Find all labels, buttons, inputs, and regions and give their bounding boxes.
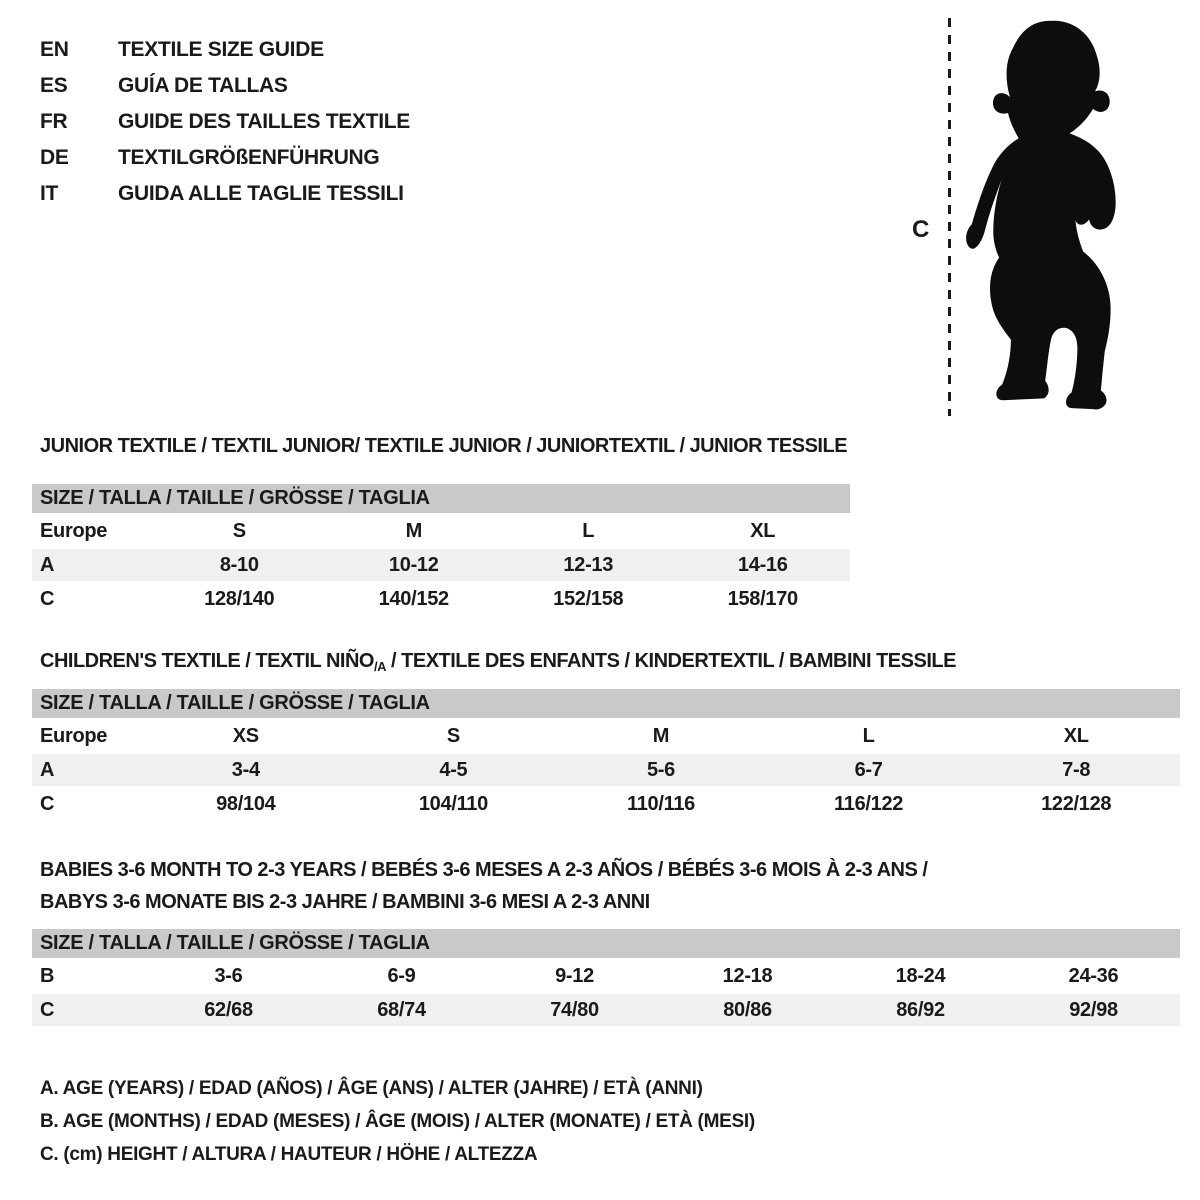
table-cell: 110/116	[626, 793, 695, 815]
table-cell: 104/110	[418, 793, 488, 815]
table-cell: 24-36	[1068, 965, 1119, 987]
language-code: DE	[40, 146, 69, 169]
children-title-sub: /A	[373, 659, 386, 674]
row-label: A	[40, 759, 55, 781]
language-row	[40, 140, 410, 176]
children-title-prefix: CHILDREN'S TEXTILE / TEXTIL NIÑO	[40, 650, 374, 672]
table-row	[32, 515, 850, 547]
language-code: ES	[40, 74, 68, 97]
table-cell: 6-7	[854, 759, 883, 781]
table-cell: 92/98	[1069, 999, 1118, 1021]
table-cell: 9-12	[555, 965, 594, 987]
table-cell: 18-24	[895, 965, 946, 987]
table-cell: XL	[750, 520, 776, 542]
babies-title-line1: BABIES 3-6 MONTH TO 2-3 YEARS / BEBÉS 3-6 MESES A 2-3 AÑOS / BÉBÉS 3-6 MOIS À 2-3 ANS /	[40, 859, 928, 881]
language-row	[40, 176, 410, 212]
language-code: FR	[40, 110, 68, 133]
language-title-list	[40, 32, 410, 212]
height-measure-label: C	[912, 216, 930, 243]
table-cell: 158/170	[727, 588, 798, 610]
table-cell: 86/92	[896, 999, 945, 1021]
table-cell: XS	[232, 725, 259, 747]
table-row	[32, 754, 1180, 786]
table-row	[32, 994, 1180, 1026]
children-size-table	[32, 689, 1180, 822]
table-cell: M	[405, 520, 422, 542]
table-cell: 152/158	[553, 588, 624, 610]
table-row	[32, 960, 1180, 992]
table-cell: XL	[1063, 725, 1089, 747]
table-cell: 4-5	[439, 759, 468, 781]
table-cell: S	[232, 520, 246, 542]
table-cell: 12-13	[563, 554, 614, 576]
table-cell: 3-4	[231, 759, 260, 781]
table-cell: 122/128	[1041, 793, 1112, 815]
row-label: Europe	[40, 725, 108, 747]
size-header-bar: SIZE / TALLA / TAILLE / GRÖSSE / TAGLIA	[32, 929, 1180, 958]
row-label: B	[40, 965, 55, 987]
language-row	[40, 104, 410, 140]
table-cell: 98/104	[216, 793, 276, 815]
guide-title: TEXTILE SIZE GUIDE	[118, 38, 324, 61]
table-cell: 68/74	[377, 999, 426, 1021]
legend	[40, 1072, 755, 1171]
guide-title: TEXTILGRÖßENFÜHRUNG	[118, 146, 380, 169]
babies-size-table	[32, 929, 1180, 1028]
table-cell: 128/140	[204, 588, 275, 610]
table-cell: 14-16	[737, 554, 788, 576]
table-cell: 7-8	[1062, 759, 1091, 781]
table-cell: 80/86	[723, 999, 772, 1021]
table-row	[32, 549, 850, 581]
legend-line-b: B. AGE (MONTHS) / EDAD (MESES) / ÂGE (MOIS) / ALTER (MONATE) / ETÀ (MESI)	[40, 1111, 755, 1132]
table-cell: 12-18	[722, 965, 773, 987]
language-code: EN	[40, 38, 69, 61]
table-cell: 8-10	[219, 554, 259, 576]
row-label: C	[40, 588, 55, 610]
table-cell: 5-6	[646, 759, 675, 781]
table-cell: M	[652, 725, 670, 747]
table-row	[32, 583, 850, 615]
toddler-silhouette-icon	[962, 14, 1138, 416]
table-cell: 10-12	[388, 554, 439, 576]
junior-size-table	[32, 484, 850, 617]
table-row	[32, 720, 1180, 752]
table-cell: L	[582, 520, 595, 542]
guide-title: GUÍA DE TALLAS	[118, 74, 288, 97]
legend-line-c: C. (cm) HEIGHT / ALTURA / HAUTEUR / HÖHE / ALTEZZA	[40, 1144, 538, 1165]
table-cell: 116/122	[834, 793, 904, 815]
row-label: C	[40, 999, 55, 1021]
row-label: Europe	[40, 520, 108, 542]
language-code: IT	[40, 182, 59, 205]
table-cell: 6-9	[387, 965, 416, 987]
language-row	[40, 32, 410, 68]
babies-title-line2: BABYS 3-6 MONATE BIS 2-3 JAHRE / BAMBINI 3-6 MESI A 2-3 ANNI	[40, 891, 650, 913]
babies-section-title	[40, 854, 927, 918]
legend-line-a: A. AGE (YEARS) / EDAD (AÑOS) / ÂGE (ANS) / ALTER (JAHRE) / ETÀ (ANNI)	[40, 1078, 703, 1099]
children-section-title	[40, 650, 956, 674]
junior-section-title: JUNIOR TEXTILE / TEXTIL JUNIOR/ TEXTILE JUNIOR / JUNIORTEXTIL / JUNIOR TESSILE	[40, 435, 848, 457]
table-row	[32, 788, 1180, 820]
children-title-suffix: / TEXTILE DES ENFANTS / KINDERTEXTIL / BAMBINI TESSILE	[385, 650, 956, 672]
guide-title: GUIDE DES TAILLES TEXTILE	[118, 110, 410, 133]
table-cell: L	[862, 725, 875, 747]
guide-title: GUIDA ALLE TAGLIE TESSILI	[118, 182, 404, 205]
table-cell: 3-6	[214, 965, 243, 987]
size-header-bar: SIZE / TALLA / TAILLE / GRÖSSE / TAGLIA	[32, 689, 1180, 718]
height-dashed-line	[948, 18, 951, 416]
table-cell: 74/80	[550, 999, 599, 1021]
language-row	[40, 68, 410, 104]
row-label: C	[40, 793, 55, 815]
size-header-bar: SIZE / TALLA / TAILLE / GRÖSSE / TAGLIA	[32, 484, 850, 513]
table-cell: 62/68	[204, 999, 253, 1021]
table-cell: 140/152	[378, 588, 449, 610]
row-label: A	[40, 554, 55, 576]
table-cell: S	[446, 725, 460, 747]
